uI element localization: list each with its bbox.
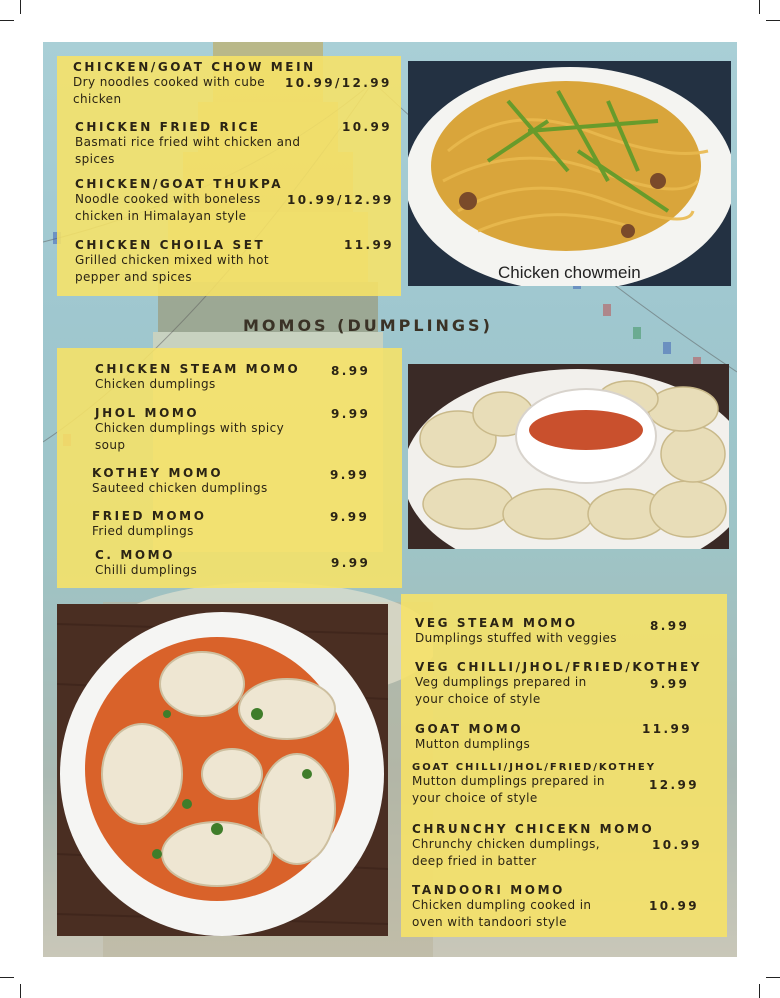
chowmein-photo	[408, 61, 731, 286]
item-description: Basmati rice fried wiht chicken and spices	[75, 135, 301, 166]
item-description: Veg dumplings prepared in your choice of style	[415, 675, 587, 706]
item-name: KOTHEY MOMO	[92, 466, 224, 480]
item-description: Chilli dumplings	[95, 563, 198, 577]
crop-mark	[766, 977, 780, 978]
item-description: Mutton dumplings prepared in your choice of style	[412, 774, 605, 805]
item-price: 9.99	[330, 510, 370, 524]
menu-page	[43, 42, 737, 957]
crop-mark	[20, 984, 21, 998]
item-price: 10.99/12.99	[285, 76, 392, 90]
item-name: VEG STEAM MOMO	[415, 616, 578, 630]
item-price: 10.99/12.99	[287, 193, 394, 207]
item-description: Sauteed chicken dumplings	[92, 481, 268, 495]
photo-caption: Chicken chowmein	[498, 263, 641, 282]
momo-plate-illustration	[408, 364, 729, 549]
item-price: 9.99	[331, 556, 371, 570]
crop-mark	[20, 0, 21, 14]
item-description: Chicken dumplings with spicy soup	[95, 421, 285, 452]
item-price: 11.99	[344, 238, 394, 252]
crop-mark	[766, 20, 780, 21]
chowmein-illustration	[408, 61, 731, 286]
item-description: Chicken dumpling cooked in oven with tandoori style	[412, 898, 592, 929]
section-heading: MOMOS (DUMPLINGS)	[243, 316, 493, 335]
item-name: CHICKEN FRIED RICE	[75, 120, 261, 134]
item-name: CHICKEN/GOAT CHOW MEIN	[73, 60, 316, 74]
item-name: GOAT CHILLI/JHOL/FRIED/KOTHEY	[412, 762, 656, 773]
crop-mark	[0, 977, 14, 978]
crop-mark	[759, 984, 760, 998]
item-name: CHRUNCHY CHICEKN MOMO	[412, 822, 655, 836]
item-description: Dumplings stuffed with veggies	[415, 631, 617, 645]
crop-mark	[0, 20, 14, 21]
item-price: 8.99	[650, 619, 690, 633]
item-price: 9.99	[330, 468, 370, 482]
item-price: 8.99	[331, 364, 371, 378]
item-name: CHICKEN STEAM MOMO	[95, 362, 301, 376]
item-description: Chrunchy chicken dumplings, deep fried in batter	[412, 837, 600, 868]
item-price: 10.99	[652, 838, 702, 852]
item-price: 9.99	[331, 407, 371, 421]
item-description: Grilled chicken mixed with hot pepper and spices	[75, 253, 270, 284]
item-description: Chicken dumplings	[95, 377, 216, 391]
item-price: 12.99	[649, 778, 699, 792]
item-price: 10.99	[649, 899, 699, 913]
momo-plate-photo	[408, 364, 729, 549]
item-name: JHOL MOMO	[95, 406, 200, 420]
item-description: Noodle cooked with boneless chicken in Himalayan style	[75, 192, 261, 223]
jhol-momo-illustration	[57, 604, 388, 936]
item-name: C. MOMO	[95, 548, 176, 562]
item-price: 11.99	[642, 722, 692, 736]
crop-mark	[759, 0, 760, 14]
item-price: 10.99	[342, 120, 392, 134]
item-name: VEG CHILLI/JHOL/FRIED/KOTHEY	[415, 660, 703, 674]
item-name: FRIED MOMO	[92, 509, 207, 523]
item-price: 9.99	[650, 677, 690, 691]
item-description: Dry noodles cooked with cube chicken	[73, 75, 266, 106]
item-name: CHICKEN CHOILA SET	[75, 238, 266, 252]
item-name: CHICKEN/GOAT THUKPA	[75, 177, 284, 191]
item-description: Fried dumplings	[92, 524, 194, 538]
jhol-momo-photo	[57, 604, 388, 936]
item-description: Mutton dumplings	[415, 737, 531, 751]
item-name: TANDOORI MOMO	[412, 883, 565, 897]
item-name: GOAT MOMO	[415, 722, 524, 736]
